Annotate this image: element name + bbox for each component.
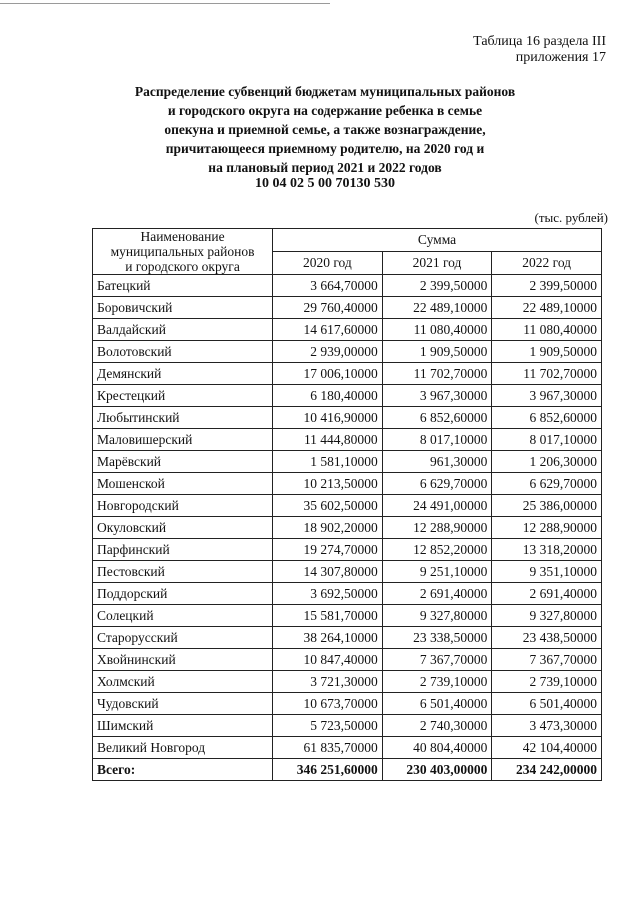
table-row: [93, 407, 602, 429]
table-row: [93, 561, 602, 583]
amount-cell: 1 909,50000: [492, 341, 602, 363]
table-row: [93, 627, 602, 649]
amount-cell: 2 739,10000: [492, 671, 602, 693]
amount-cell: 3 664,70000: [273, 275, 383, 297]
amount-cell: 14 307,80000: [273, 561, 383, 583]
subsidy-table: [92, 228, 602, 781]
amount-cell: 9 251,10000: [382, 561, 492, 583]
amount-cell: 10 416,90000: [273, 407, 383, 429]
district-name: Пестовский: [93, 561, 273, 583]
district-name: Великий Новгород: [93, 737, 273, 759]
district-name: Окуловский: [93, 517, 273, 539]
district-name: Солецкий: [93, 605, 273, 627]
title-line: на плановый период 2021 и 2022 годов: [208, 160, 442, 175]
table-row: [93, 495, 602, 517]
amount-cell: 3 692,50000: [273, 583, 383, 605]
name-column-header: Наименование муниципальных районов и городского округа: [93, 229, 273, 275]
amount-cell: 6 852,60000: [492, 407, 602, 429]
amount-cell: 12 288,90000: [382, 517, 492, 539]
amount-cell: 23 438,50000: [492, 627, 602, 649]
table-row: [93, 275, 602, 297]
table-row: [93, 737, 602, 759]
amount-cell: 1 581,10000: [273, 451, 383, 473]
district-name: Парфинский: [93, 539, 273, 561]
table-row: [93, 649, 602, 671]
amount-cell: 1 206,30000: [492, 451, 602, 473]
amount-cell: 3 967,30000: [382, 385, 492, 407]
year-header-2020: 2020 год: [273, 252, 383, 275]
table-row: [93, 429, 602, 451]
amount-cell: 8 017,10000: [382, 429, 492, 451]
amount-cell: 2 691,40000: [492, 583, 602, 605]
table-row: [93, 451, 602, 473]
amount-cell: 6 629,70000: [492, 473, 602, 495]
amount-cell: 42 104,40000: [492, 737, 602, 759]
amount-cell: 2 740,30000: [382, 715, 492, 737]
amount-cell: 1 909,50000: [382, 341, 492, 363]
amount-cell: 961,30000: [382, 451, 492, 473]
table-row: [93, 385, 602, 407]
amount-cell: 38 264,10000: [273, 627, 383, 649]
amount-cell: 10 847,40000: [273, 649, 383, 671]
amount-cell: 3 473,30000: [492, 715, 602, 737]
table-row: [93, 363, 602, 385]
table-row: [93, 605, 602, 627]
table-row: [93, 539, 602, 561]
district-name: Шимский: [93, 715, 273, 737]
amount-cell: 6 501,40000: [382, 693, 492, 715]
table-row: [93, 583, 602, 605]
amount-cell: 7 367,70000: [492, 649, 602, 671]
amount-cell: 6 180,40000: [273, 385, 383, 407]
amount-cell: 10 213,50000: [273, 473, 383, 495]
amount-cell: 12 288,90000: [492, 517, 602, 539]
district-name: Волотовский: [93, 341, 273, 363]
table-row: [93, 517, 602, 539]
amount-cell: 35 602,50000: [273, 495, 383, 517]
amount-cell: 234 242,00000: [492, 759, 602, 781]
district-name: Старорусский: [93, 627, 273, 649]
amount-cell: 9 351,10000: [492, 561, 602, 583]
title-line: и городского округа на содержание ребенка в семье: [167, 103, 483, 118]
sum-column-header: Сумма: [273, 229, 602, 252]
amount-cell: 24 491,00000: [382, 495, 492, 517]
amount-cell: 2 399,50000: [382, 275, 492, 297]
amount-cell: 15 581,70000: [273, 605, 383, 627]
amount-cell: 6 629,70000: [382, 473, 492, 495]
table-row: [93, 693, 602, 715]
table-row: [93, 671, 602, 693]
amount-cell: 7 367,70000: [382, 649, 492, 671]
title-line: опекуна и приемной семье, а также вознаграждение,: [164, 122, 486, 137]
budget-classification-code: 10 04 02 5 00 70130 530: [255, 176, 395, 191]
district-name: Батецкий: [93, 275, 273, 297]
district-name: Поддорский: [93, 583, 273, 605]
amount-cell: 2 739,10000: [382, 671, 492, 693]
table-reference-line: Таблица 16 раздела III: [473, 34, 606, 49]
amount-cell: 10 673,70000: [273, 693, 383, 715]
amount-cell: 2 399,50000: [492, 275, 602, 297]
amount-cell: 11 444,80000: [273, 429, 383, 451]
district-name: Маловишерский: [93, 429, 273, 451]
amount-cell: 29 760,40000: [273, 297, 383, 319]
unit-label: (тыс. рублей): [534, 210, 608, 225]
amount-cell: 346 251,60000: [273, 759, 383, 781]
district-name: Валдайский: [93, 319, 273, 341]
district-name: Демянский: [93, 363, 273, 385]
district-name: Холмский: [93, 671, 273, 693]
table-row: [93, 473, 602, 495]
amount-cell: 23 338,50000: [382, 627, 492, 649]
amount-cell: 2 939,00000: [273, 341, 383, 363]
table-row: [93, 297, 602, 319]
amount-cell: 8 017,10000: [492, 429, 602, 451]
amount-cell: 2 691,40000: [382, 583, 492, 605]
amount-cell: 3 967,30000: [492, 385, 602, 407]
table-row: [93, 341, 602, 363]
amount-cell: 11 702,70000: [382, 363, 492, 385]
total-row: [93, 759, 602, 781]
district-name: Чудовский: [93, 693, 273, 715]
amount-cell: 25 386,00000: [492, 495, 602, 517]
amount-cell: 230 403,00000: [382, 759, 492, 781]
amount-cell: 22 489,10000: [382, 297, 492, 319]
amount-cell: 14 617,60000: [273, 319, 383, 341]
table-reference-note: [473, 34, 606, 66]
amount-cell: 11 080,40000: [382, 319, 492, 341]
amount-cell: 22 489,10000: [492, 297, 602, 319]
district-name: Хвойнинский: [93, 649, 273, 671]
amount-cell: 12 852,20000: [382, 539, 492, 561]
amount-cell: 18 902,20000: [273, 517, 383, 539]
appendix-reference-line: приложения 17: [515, 50, 606, 65]
amount-cell: 6 501,40000: [492, 693, 602, 715]
amount-cell: 19 274,70000: [273, 539, 383, 561]
district-name: Новгородский: [93, 495, 273, 517]
district-name: Мошенской: [93, 473, 273, 495]
amount-cell: 11 702,70000: [492, 363, 602, 385]
district-name: Любытинский: [93, 407, 273, 429]
amount-cell: 9 327,80000: [492, 605, 602, 627]
year-header-2022: 2022 год: [492, 252, 602, 275]
amount-cell: 61 835,70000: [273, 737, 383, 759]
district-name: Марёвский: [93, 451, 273, 473]
amount-cell: 17 006,10000: [273, 363, 383, 385]
amount-cell: 11 080,40000: [492, 319, 602, 341]
district-name: Боровичский: [93, 297, 273, 319]
amount-cell: 40 804,40000: [382, 737, 492, 759]
amount-cell: 9 327,80000: [382, 605, 492, 627]
table-row: [93, 715, 602, 737]
amount-cell: 6 852,60000: [382, 407, 492, 429]
scan-edge-line: [0, 3, 330, 4]
amount-cell: 5 723,50000: [273, 715, 383, 737]
title-line: Распределение субвенций бюджетам муниципальных районов: [134, 84, 516, 99]
total-label: Всего:: [93, 759, 273, 781]
amount-cell: 13 318,20000: [492, 539, 602, 561]
title-line: причитающееся приемному родителю, на 2020 год и: [165, 141, 485, 156]
district-name: Крестецкий: [93, 385, 273, 407]
amount-cell: 3 721,30000: [273, 671, 383, 693]
document-title: [95, 82, 555, 177]
year-header-2021: 2021 год: [382, 252, 492, 275]
table-row: [93, 319, 602, 341]
